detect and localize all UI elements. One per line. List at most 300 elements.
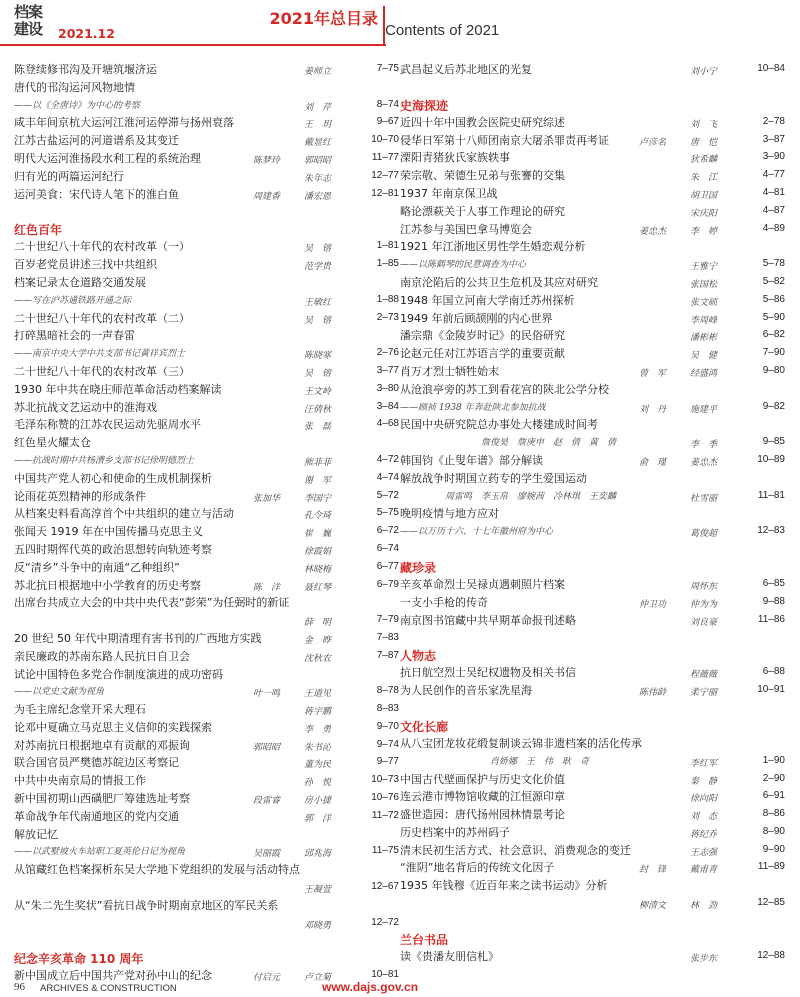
issue-page-ref: 6–91	[762, 790, 785, 802]
issue-page-ref: 4–81	[762, 186, 785, 198]
article-entry[interactable]	[14, 150, 399, 168]
article-title: 1930 年中共在晓庄师范革命活动档案解读	[14, 382, 222, 396]
article-title: 韩国钧《止叟年谱》部分解读	[400, 453, 543, 467]
article-entry[interactable]	[14, 274, 399, 292]
article-entry[interactable]	[14, 754, 399, 772]
article-entry[interactable]	[14, 648, 399, 666]
article-title: 归有光的两篇运河纪行	[14, 169, 124, 183]
article-entry[interactable]	[14, 594, 399, 612]
issue-page-ref: 10–91	[757, 684, 785, 696]
logo-line-2: 建设	[14, 20, 43, 38]
author-first: 郭昭昭	[253, 742, 281, 753]
article-subtitle-entry[interactable]	[14, 843, 399, 861]
issue-page-ref: 9–80	[762, 364, 785, 376]
article-subtitle: ——以陈鹤琴的民意调查为中心	[400, 260, 527, 271]
issue-page-ref: 1–90	[762, 754, 785, 766]
issue-page-ref: 6–72	[376, 525, 399, 537]
article-subtitle: ——抗战时期中共杨漕乡支部书记徐明德烈士	[14, 455, 195, 466]
issue-page-ref: 6–77	[376, 560, 399, 572]
article-entry[interactable]	[14, 808, 399, 826]
article-title: 明代大运河淮扬段水利工程的系统治理	[14, 151, 201, 165]
article-title: 从八宝团龙妆花缎复制谈云锦非遗档案的活化传承	[400, 736, 642, 750]
author-second: 徐向阳	[690, 794, 718, 805]
issue-page-ref: 8–83	[376, 703, 399, 715]
article-title: 二十世纪八十年代的农村改革（三）	[14, 364, 190, 378]
issue-page-ref: 1–81	[376, 240, 399, 252]
author-second: 郭昭昭	[304, 155, 332, 166]
article-title: 解放记忆	[14, 827, 58, 841]
issue-page-ref: 11–86	[757, 613, 785, 625]
author-second: 刘 芹	[304, 102, 332, 113]
author-second: 张国松	[690, 279, 718, 290]
article-title: 江苏古盐运河的河道谱系及其变迁	[14, 134, 179, 148]
author-second: 王道见	[304, 689, 332, 700]
article-title: 南京沦陷后的公共卫生危机及其应对研究	[400, 275, 598, 289]
article-entry[interactable]	[400, 505, 785, 523]
article-subtitle-entry[interactable]	[14, 292, 399, 310]
issue-page-ref: 9–88	[762, 595, 785, 607]
article-entry[interactable]	[14, 559, 399, 577]
article-entry[interactable]	[400, 363, 785, 381]
article-title: 从档案史料看高淳首个中共组织的建立与活动	[14, 507, 234, 521]
article-entry[interactable]	[14, 577, 399, 595]
author-first: 姜忠杰	[639, 226, 667, 237]
article-entry[interactable]	[400, 149, 785, 167]
article-entry[interactable]	[400, 859, 785, 877]
article-entry[interactable]	[14, 416, 399, 434]
page-number: 96	[14, 981, 25, 993]
author-second: 崔 巍	[304, 529, 332, 540]
section-title: 纪念辛亥革命 110 周年	[14, 952, 144, 967]
author-second: 刘 态	[690, 812, 718, 823]
author-first: 刘 丹	[639, 404, 667, 415]
article-entry[interactable]	[14, 523, 399, 541]
author-second: 张步东	[690, 953, 718, 964]
author-first: 陈伟龄	[639, 688, 667, 699]
article-subtitle-entry[interactable]	[400, 399, 785, 417]
article-title: 出席台共成立大会的中共中央代表“彭荣”为任弼时的新证	[14, 596, 290, 610]
author-second: 邱兆海	[304, 849, 332, 860]
section-title: 红色百年	[14, 223, 63, 238]
issue-page-ref: 12–88	[757, 949, 785, 961]
author-first: 陈 洋	[253, 582, 281, 593]
issue-page-ref: 1–85	[376, 258, 399, 270]
author-second: 葛俊超	[690, 529, 718, 540]
article-subtitle: ——以《全唐诗》为中心的考察	[14, 100, 141, 111]
article-subtitle: ——以党史文献为视角	[14, 687, 105, 698]
article-entry[interactable]	[14, 61, 399, 79]
author-second: 吴 镕	[304, 368, 332, 379]
issue-page-ref: 11–77	[371, 151, 399, 163]
article-title: 论赵元任对江苏语言学的重要贡献	[400, 347, 565, 361]
article-subtitle-entry[interactable]	[400, 256, 785, 274]
article-entry[interactable]	[400, 682, 785, 700]
article-title: 论邓中夏确立马克思主义信仰的实践探索	[14, 720, 212, 734]
article-entry[interactable]	[14, 381, 399, 399]
author-second: 熊菲菲	[304, 457, 332, 468]
article-title: 近四十年中国教会医院史研究综述	[400, 115, 565, 129]
article-entry[interactable]	[400, 274, 785, 292]
author-first: 付启元	[253, 973, 281, 984]
article-title: 从馆藏红色档案探析东吴大学地下党组织的发展与活动特点	[14, 863, 300, 877]
article-title: 五四时期恽代英的政治思想转向轨迹考察	[14, 542, 212, 556]
article-entry[interactable]	[400, 416, 785, 434]
article-entry[interactable]	[14, 719, 399, 737]
issue-page-ref: 8–74	[376, 98, 399, 110]
article-title: 毛泽东称赞的江苏农民运动先驱周水平	[14, 418, 201, 432]
issue-page-ref: 7–90	[762, 347, 785, 359]
article-title: 亲民廉政的苏南东路人民抗日自卫会	[14, 649, 190, 663]
article-entry[interactable]	[14, 470, 399, 488]
article-title: 略论漂萩关于人事工作理论的研究	[400, 204, 565, 218]
author-second: 谢 军	[304, 475, 332, 486]
article-entry[interactable]	[14, 790, 399, 808]
article-entry[interactable]	[14, 79, 399, 97]
section-heading	[14, 214, 399, 238]
author-second: 林 劲	[690, 901, 718, 912]
article-title: 为毛主席纪念堂开采大理石	[14, 703, 146, 717]
article-entry[interactable]	[400, 771, 785, 789]
article-entry[interactable]	[14, 399, 399, 417]
author-second: 姜忠杰	[690, 457, 718, 468]
article-subtitle: ——顾祯 1938 年奔赴陕北参加抗战	[400, 402, 546, 413]
article-entry[interactable]	[400, 594, 785, 612]
article-entry[interactable]	[14, 826, 399, 844]
article-entry[interactable]	[400, 221, 785, 239]
article-entry[interactable]	[400, 203, 785, 221]
article-entry[interactable]	[400, 806, 785, 824]
issue-page-ref: 9–70	[376, 720, 399, 732]
author-first: 封 锋	[639, 865, 667, 876]
article-entry[interactable]	[400, 842, 785, 860]
issue-page-ref: 10–84	[757, 63, 785, 74]
issue-page-ref: 4–89	[762, 222, 785, 234]
author-second: 唐 恺	[690, 137, 718, 148]
article-entry[interactable]	[14, 327, 399, 345]
article-entry[interactable]	[400, 167, 785, 185]
issue-page-ref: 12–81	[371, 187, 399, 199]
author-second: 潘彬彬	[690, 333, 718, 344]
article-entry-continuation[interactable]	[14, 915, 399, 933]
article-title: 二十世纪八十年代的农村改革（一）	[14, 240, 190, 254]
author-second: 李 婷	[690, 226, 718, 237]
article-entry[interactable]	[14, 505, 399, 523]
article-title: 1948 年国立河南大学南迁苏州探析	[400, 293, 575, 307]
author-second: 李 勇	[304, 724, 332, 735]
issue-page-ref: 7–87	[376, 649, 399, 661]
article-subtitle-entry[interactable]	[14, 452, 399, 470]
article-entry[interactable]	[400, 576, 785, 594]
issue-page-ref: 8–86	[762, 808, 785, 820]
article-entry-continuation[interactable]	[14, 612, 399, 630]
section-heading	[400, 711, 785, 735]
article-entry[interactable]	[14, 256, 399, 274]
author-second: 陈晓寒	[304, 351, 332, 362]
issue-page-ref: 5–86	[762, 293, 785, 305]
author-second: 林晓梅	[304, 564, 332, 575]
article-entry[interactable]	[400, 327, 785, 345]
article-entry[interactable]	[14, 737, 399, 755]
article-title: 抗日航空烈士吴纪权遗物及相关书信	[400, 666, 576, 680]
author-second: 戴显红	[304, 138, 332, 149]
article-entry[interactable]	[14, 897, 399, 915]
author-second: 孙 悦	[304, 778, 332, 789]
issue-page-ref: 4–74	[376, 471, 399, 483]
article-subtitle-entry[interactable]	[14, 97, 399, 115]
issue-page-ref: 10–81	[371, 969, 399, 981]
article-entry[interactable]	[14, 861, 399, 879]
article-entry-continuation[interactable]	[14, 879, 399, 897]
article-entry[interactable]	[400, 824, 785, 842]
issue-page-ref: 9–74	[376, 738, 399, 750]
article-title: 张闻天 1919 年在中国传播马克思主义	[14, 525, 203, 539]
article-entry[interactable]	[14, 363, 399, 381]
author-first: 段雷睿	[253, 796, 281, 807]
article-subtitle-entry[interactable]	[400, 488, 785, 506]
article-entry[interactable]	[400, 185, 785, 203]
author-second: 周怀东	[690, 581, 718, 592]
issue-page-ref: 3–84	[376, 400, 399, 412]
article-entry[interactable]	[14, 772, 399, 790]
article-title: 侵华日军第十八师团南京大屠杀罪责再考证	[400, 133, 609, 147]
article-entry[interactable]	[14, 434, 399, 452]
author-second: 狄希麟	[690, 155, 718, 166]
author-first: 柳清文	[639, 901, 667, 912]
article-entry[interactable]	[400, 452, 785, 470]
contents-column-right	[400, 61, 785, 966]
author-second: 潘宏恩	[304, 191, 332, 202]
article-title: 苏北抗日根据地中小学教育的历史考察	[14, 578, 201, 592]
author-second: 王雅宁	[690, 262, 718, 273]
section-title: 文化长廊	[400, 719, 449, 734]
article-entry[interactable]	[14, 186, 399, 204]
article-subtitle: ——以武墅坡火车站职工夏英伦日记为视角	[14, 847, 186, 858]
issue-page-ref: 7–75	[376, 63, 399, 74]
issue-page-ref: 5–82	[762, 275, 785, 287]
article-subtitle-entry[interactable]	[400, 753, 785, 771]
issue-page-ref: 9–90	[762, 843, 785, 855]
section-title: 藏珍录	[400, 560, 437, 575]
section-spacer	[400, 913, 785, 924]
author-second: 戴甫青	[690, 865, 718, 876]
article-subtitle-entry[interactable]	[400, 434, 785, 452]
article-title: 运河美食：宋代诗人笔下的淮白鱼	[14, 187, 179, 201]
article-entry[interactable]	[14, 701, 399, 719]
author-second: 孔令琦	[304, 511, 332, 522]
article-subtitle-entry[interactable]	[400, 523, 785, 541]
logo-line-1: 档案	[14, 3, 43, 21]
section-title: 兰台书品	[400, 932, 449, 947]
issue-page-ref: 6–85	[762, 577, 785, 589]
article-entry[interactable]	[400, 735, 785, 753]
article-entry[interactable]	[400, 132, 785, 150]
issue-page-ref: 7–83	[376, 631, 399, 643]
article-subtitle: ——南京中央大学中共支部书记黄祥宾烈士	[14, 349, 186, 360]
article-title: 一支小手枪的传奇	[400, 595, 488, 609]
author-first: 叶一鸣	[253, 689, 281, 700]
author-first: 陈梦玲	[253, 155, 281, 166]
article-title: 论雨花英烈精神的形成条件	[14, 489, 146, 503]
author-first: 吴丽霞	[253, 849, 281, 860]
article-title: 中共中央南京局的情报工作	[14, 774, 146, 788]
article-entry[interactable]	[400, 612, 785, 630]
author-second: 范学贵	[304, 262, 332, 273]
author-first: 曾 军	[639, 368, 667, 379]
section-heading	[400, 90, 785, 114]
issue-page-ref: 12–77	[371, 169, 399, 181]
section-spacer	[400, 700, 785, 711]
author-second: 李 季	[690, 440, 718, 451]
article-subtitle-entry[interactable]	[400, 895, 785, 913]
author-second: 张文硕	[690, 297, 718, 308]
article-entry[interactable]	[14, 488, 399, 506]
author-second: 张 磊	[304, 422, 332, 433]
author-second: 卢立菊	[304, 973, 332, 984]
author-first: 卢彦名	[639, 137, 667, 148]
section-spacer	[400, 79, 785, 90]
issue-page-ref: 3–90	[762, 151, 785, 163]
author-second: 王文岭	[304, 386, 332, 397]
article-entry[interactable]	[14, 666, 399, 684]
author-second: 宋庆阳	[690, 208, 718, 219]
article-title: 百岁老党员讲述三找中共组织	[14, 258, 157, 272]
author-second: 吴 镕	[304, 244, 332, 255]
article-title: 解放战争时期国立药专的学生爱国运动	[400, 471, 587, 485]
author-second: 胡卫国	[690, 190, 718, 201]
article-entry[interactable]	[400, 664, 785, 682]
article-entry[interactable]	[400, 345, 785, 363]
article-title: 咸丰年间京杭大运河江淮河运停滞与扬州衰落	[14, 116, 234, 130]
issue-number: 2021.12	[58, 26, 115, 41]
article-subtitle-entry[interactable]	[14, 683, 399, 701]
article-title: 打碎黑暗社会的一声春雷	[14, 329, 135, 343]
author-second: 王志强	[690, 847, 718, 858]
article-title: 从“朱二先生奖状”看抗日战争时期南京地区的军民关系	[14, 898, 279, 912]
article-title: 荣宗敬、荣德生兄弟与张謇的交集	[400, 169, 565, 183]
author-second: 汪倩秋	[304, 404, 332, 415]
article-subtitle-entry[interactable]	[14, 345, 399, 363]
section-spacer	[14, 203, 399, 214]
article-title: 红色星火耀太仓	[14, 436, 91, 450]
article-title: 20 世纪 50 年代中期清理有害书刊的广西地方实践	[14, 631, 262, 645]
section-heading	[400, 640, 785, 664]
issue-page-ref: 11–89	[757, 861, 785, 873]
article-entry[interactable]	[400, 381, 785, 399]
article-entry[interactable]	[400, 788, 785, 806]
article-entry[interactable]	[400, 470, 785, 488]
article-entry[interactable]	[14, 310, 399, 328]
issue-page-ref: 2–78	[762, 115, 785, 127]
section-spacer	[400, 629, 785, 640]
article-entry[interactable]	[14, 132, 399, 150]
article-title: 1949 年前后顾颉刚的内心世界	[400, 311, 553, 325]
issue-page-ref: 6–79	[376, 578, 399, 590]
issue-page-ref: 10–89	[757, 453, 785, 465]
author-second: 刘良豪	[690, 617, 718, 628]
article-title: 试论中国特色多党合作制度演进的成功密码	[14, 667, 223, 681]
page-title-chinese: 2021年总目录	[269, 9, 378, 28]
article-entry[interactable]	[400, 61, 785, 79]
issue-page-ref: 4–77	[762, 169, 785, 181]
author-second: 郭 洋	[304, 813, 332, 824]
author-second: 李国宁	[304, 493, 332, 504]
magazine-logo	[14, 4, 48, 40]
article-entry[interactable]	[14, 541, 399, 559]
author-second: 刘 飞	[690, 119, 718, 130]
author-second: 李红军	[690, 758, 718, 769]
author-second: 薛 明	[304, 618, 332, 629]
article-title: 中国共产党人初心和使命的生成机制探析	[14, 471, 212, 485]
issue-page-ref: 7–79	[376, 614, 399, 626]
article-title: 为人民创作的音乐家冼星海	[400, 684, 532, 698]
author-second: 房小捷	[304, 796, 332, 807]
article-title: 肖万才烈士牺牲始末	[400, 364, 499, 378]
author-second: 仲为为	[690, 599, 718, 610]
issue-page-ref: 3–80	[376, 382, 399, 394]
page-title-english: Contents of 2021	[385, 22, 500, 39]
issue-page-ref: 11–81	[757, 489, 785, 501]
article-title: “淮阴”地名背后的传统文化因子	[400, 861, 555, 875]
issue-page-ref: 12–85	[757, 897, 785, 909]
issue-page-ref: 8–78	[376, 685, 399, 697]
website-url[interactable]: www.dajs.gov.cn	[322, 980, 419, 994]
author-second: 王 玥	[304, 120, 332, 131]
section-spacer	[14, 932, 399, 943]
article-title: 1935 年钱穆《近百年来之读书运动》分析	[400, 879, 608, 893]
article-title: 1937 年南京保卫战	[400, 186, 498, 200]
author-second: 吴 健	[690, 351, 718, 362]
author-second: 杜雪丽	[690, 493, 718, 504]
article-entry[interactable]	[400, 310, 785, 328]
article-title: 苏北抗战文艺运动中的淮海戏	[14, 400, 157, 414]
article-entry[interactable]	[400, 948, 785, 966]
issue-page-ref: 10–70	[371, 134, 399, 146]
article-entry[interactable]	[14, 168, 399, 186]
issue-page-ref: 9–85	[762, 436, 785, 448]
issue-page-ref: 9–82	[762, 400, 785, 412]
article-entry[interactable]	[400, 238, 785, 256]
section-title: 史海探迹	[400, 98, 449, 113]
author-second: 邓晓勇	[304, 920, 332, 931]
issue-page-ref: 11–72	[371, 809, 399, 821]
issue-page-ref: 10–73	[371, 774, 399, 786]
article-title: 从沧浪亭旁的苏工到看花宫的陕北公学分校	[400, 382, 609, 396]
author-second: 李周峰	[690, 315, 718, 326]
author-first: 周建香	[253, 191, 281, 202]
issue-page-ref: 12–72	[371, 916, 399, 928]
article-title: 盛世造园：唐代扬州园林情景考论	[400, 808, 565, 822]
issue-page-ref: 12–83	[757, 525, 785, 537]
author-second: 蒋宇鹏	[304, 707, 332, 718]
article-entry[interactable]	[14, 630, 399, 648]
article-entry[interactable]	[14, 238, 399, 256]
article-entry[interactable]	[400, 114, 785, 132]
issue-page-ref: 2–76	[376, 347, 399, 359]
issue-page-ref: 3–87	[762, 133, 785, 145]
article-title: 新中国成立后中国共产党对孙中山的纪念	[14, 969, 212, 983]
article-subtitle: ——以万历十六、十七年徽州府为中心	[400, 527, 554, 538]
article-entry[interactable]	[400, 292, 785, 310]
author-second: 董为民	[304, 760, 332, 771]
magazine-name-english: ARCHIVES & CONSTRUCTION	[40, 983, 177, 994]
issue-page-ref: 5–75	[376, 507, 399, 519]
section-title: 人物志	[400, 649, 437, 664]
article-entry[interactable]	[400, 877, 785, 895]
article-entry[interactable]	[14, 114, 399, 132]
section-heading	[14, 943, 399, 967]
article-title: 陈登续修邗沟及开塘筑堰济运	[14, 63, 157, 76]
article-title: 联合国官员严樊德苏皖边区考察记	[14, 756, 179, 770]
